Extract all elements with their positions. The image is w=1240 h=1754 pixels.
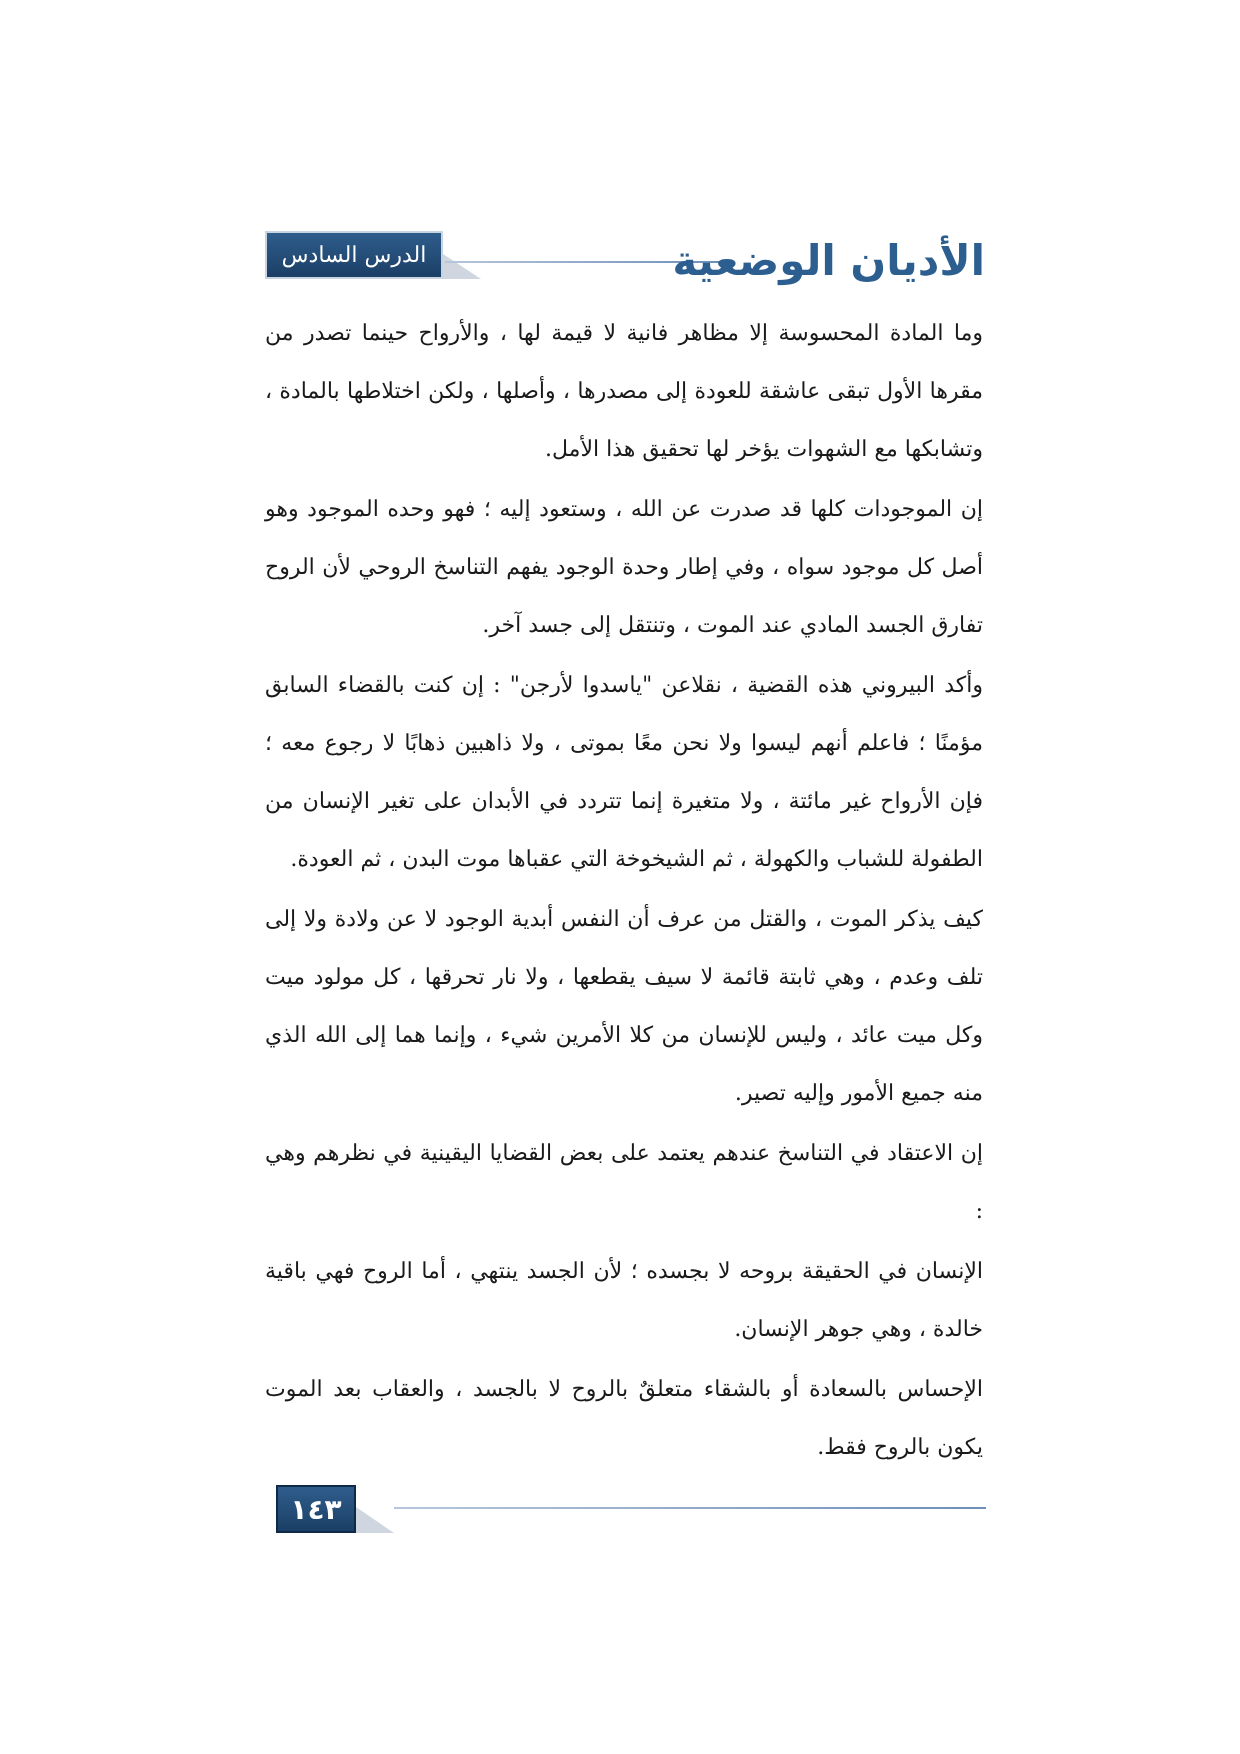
paragraph: إن الاعتقاد في التناسخ عندهم يعتمد على بعض القضايا اليقينية في نظرهم وهي : <box>265 1141 983 1224</box>
paragraph: الإحساس بالسعادة أو بالشقاء متعلقٌ بالروح لا بالجسد ، والعقاب بعد الموت يكون بالروح فقط. <box>265 1377 983 1460</box>
badge-shadow <box>443 254 481 279</box>
lesson-label: الدرس السادس <box>281 242 427 268</box>
paragraph: وأكد البيروني هذه القضية ، نقلاعن "ياسدوا لأرجن" : إن كنت بالقضاء السابق مؤمنًا ؛ فاعلم أنهم ليسوا ولا نحن معًا بموتى ، ولا ذاهبين ذهابًا لا رجوع معه ؛ فإن الأرواح غير مائتة ، ولا متغيرة إنما تتردد في الأبدان على تغير الإنسان من الطفولة للشباب والكهولة ، ثم الشيخوخة التي عقباها موت البدن ، ثم العودة. <box>265 673 983 872</box>
lesson-badge <box>265 231 443 279</box>
book-title: الأديان الوضعية <box>672 236 985 285</box>
page-number: ١٤٣ <box>290 1492 342 1526</box>
page-footer <box>276 1485 986 1535</box>
page-badge-shadow <box>356 1507 394 1533</box>
paragraph: كيف يذكر الموت ، والقتل من عرف أن النفس أبدية الوجود لا عن ولادة ولا إلى تلف وعدم ، وهي ثابتة قائمة لا سيف يقطعها ، ولا نار تحرقها ، كل مولود ميت وكل ميت عائد ، وليس للإنسان من كلا الأمرين شيء ، وإنما هما إلى الله الذي منه جميع الأمور وإليه تصير. <box>265 907 984 1106</box>
page-number-badge <box>276 1485 356 1533</box>
paragraph: وما المادة المحسوسة إلا مظاهر فانية لا قيمة لها ، والأرواح حينما تصدر من مقرها الأول تبقى عاشقة للعودة إلى مصدرها ، وأصلها ، ولكن اختلاطها بالمادة ، وتشابكها مع الشهوات يؤخر لها تحقيق هذا الأمل. <box>265 321 983 462</box>
page-body <box>265 305 983 1479</box>
paragraph: إن الموجودات كلها قد صدرت عن الله ، وستعود إليه ؛ فهو وحده الموجود وهو أصل كل موجود سواه ، وفي إطار وحدة الوجود يفهم التناسخ الروحي لأن الروح تفارق الجسد المادي عند الموت ، وتنتقل إلى جسد آخر. <box>265 497 983 638</box>
paragraph: الإنسان في الحقيقة بروحه لا بجسده ؛ لأن الجسد ينتهي ، أما الروح فهي باقية خالدة ، وهي جوهر الإنسان. <box>265 1259 983 1342</box>
page-header <box>265 228 985 288</box>
footer-rule <box>394 1507 986 1509</box>
